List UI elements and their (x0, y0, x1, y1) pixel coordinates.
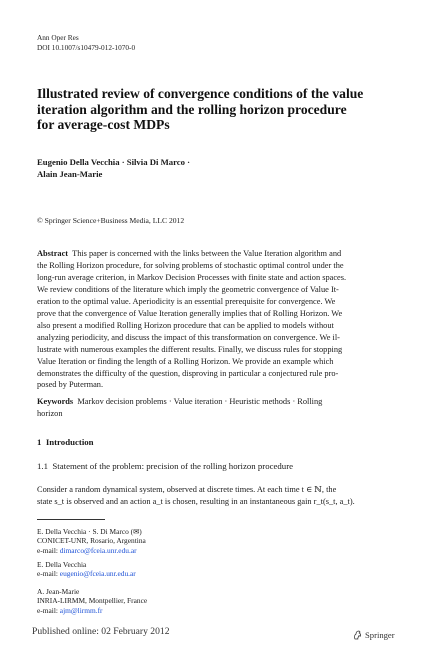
intro-line-1: Consider a random dynamical system, observed at discrete times. At each time t ∈ ℕ, the (37, 485, 337, 494)
abstract-line: posed by Puterman. (37, 380, 104, 390)
abstract-line: lustrate with numerous examples the different results. Finally, we discuss rules for stopping (37, 344, 343, 354)
keywords-line-2: horizon (37, 408, 63, 418)
footnote-affiliation: CONICET-UNR, Rosario, Argentina (37, 536, 146, 546)
footnote-email-line: e-mail: ajm@lirmm.fr (37, 605, 103, 615)
abstract-line: analyzing periodicity, and discuss the impact of this transformation on convergence. We il- (37, 332, 340, 342)
journal-header (37, 33, 135, 52)
footnote-email-line: e-mail: dimarco@fceia.unr.edu.ar (37, 545, 137, 555)
footnote-affiliation-2 (37, 560, 136, 579)
abstract-line: also present a modified Rolling Horizon procedure that can be applied to models without (37, 320, 334, 330)
footnote-email-line: e-mail: eugenio@fceia.unr.edu.ar (37, 569, 136, 579)
doi: DOI 10.1007/s10479-012-1070-0 (37, 42, 136, 52)
abstract-line: eration to the optimal value. Aperiodicity is an essential prerequisite for convergence. We (37, 296, 336, 306)
abstract-label: Abstract (37, 249, 69, 258)
abstract-line: prove that the convergence of Value Iteration generally implies that of Rolling Horizon. We (37, 308, 343, 318)
section-number: 1 (37, 437, 42, 447)
footnote-affiliation-3 (37, 587, 147, 615)
footnote-divider (37, 519, 105, 520)
footnote-affiliation-1 (37, 527, 146, 555)
keywords-line-1: Keywords Markov decision problems · Value iteration · Heuristic methods · Rolling (37, 397, 323, 406)
email-link[interactable]: ajm@lirmm.fr (59, 605, 103, 615)
subsection-heading (37, 461, 293, 471)
subsection-number: 1.1 (37, 461, 48, 471)
abstract (37, 248, 401, 391)
authors-line-2: Alain Jean-Marie (37, 169, 103, 180)
keywords-label: Keywords (37, 397, 74, 406)
abstract-line: demonstrates the difficulty of the question, disproving in particular a conjectured rule pro- (37, 368, 339, 378)
keywords (37, 396, 401, 420)
abstract-line: Abstract This paper is concerned with the links between the Value Iteration algorithm and (37, 249, 342, 258)
subsection-title: Statement of the problem: precision of the rolling horizon procedure (52, 461, 294, 471)
publisher-logo (353, 630, 395, 640)
author-list (37, 156, 407, 180)
section-title: Introduction (45, 437, 94, 447)
intro-line-2: state s_t is observed and an action a_t is chosen, resulting in an instantaneous gain r_t(s_t, a_t). (37, 497, 355, 507)
copyright-notice: © Springer Science+Business Media, LLC 2012 (37, 216, 185, 225)
section-heading (37, 437, 94, 447)
title-line-2: iteration algorithm and the rolling horizon procedure (37, 101, 347, 117)
intro-paragraph (37, 484, 401, 509)
abstract-line: the Rolling Horizon procedure, for solving problems of stochastic optimal control under the (37, 260, 344, 270)
paper-title (37, 86, 407, 133)
abstract-line: Value Iteration or finding the length of a Rolling Horizon. We provide an example which (37, 356, 334, 366)
authors-line-1: Eugenio Della Vecchia · Silvia Di Marco · (37, 157, 191, 167)
journal-name: Ann Oper Res (37, 33, 79, 42)
title-line-3: for average-cost MDPs (37, 117, 170, 133)
footnote-names: E. Della Vecchia (37, 560, 87, 569)
published-date: Published online: 02 February 2012 (32, 626, 170, 637)
email-link[interactable]: eugenio@fceia.unr.edu.ar (59, 569, 136, 579)
email-link[interactable]: dimarco@fceia.unr.edu.ar (59, 545, 137, 555)
title-line-1: Illustrated review of convergence conditions of the value (37, 86, 364, 101)
footnote-affiliation: INRIA-LIRMM, Montpellier, France (37, 596, 148, 606)
footnote-names: E. Della Vecchia · S. Di Marco (✉) (37, 527, 142, 536)
springer-horse-icon (353, 630, 362, 640)
footnote-names: A. Jean-Marie (37, 587, 80, 596)
abstract-line: We review conditions of the literature which imply the geometric convergence of Value It- (37, 284, 339, 294)
abstract-line: long-run average criterion, in Markov Decision Processes with finite state and action spaces. (37, 272, 347, 282)
publisher-name: Springer (365, 630, 395, 640)
